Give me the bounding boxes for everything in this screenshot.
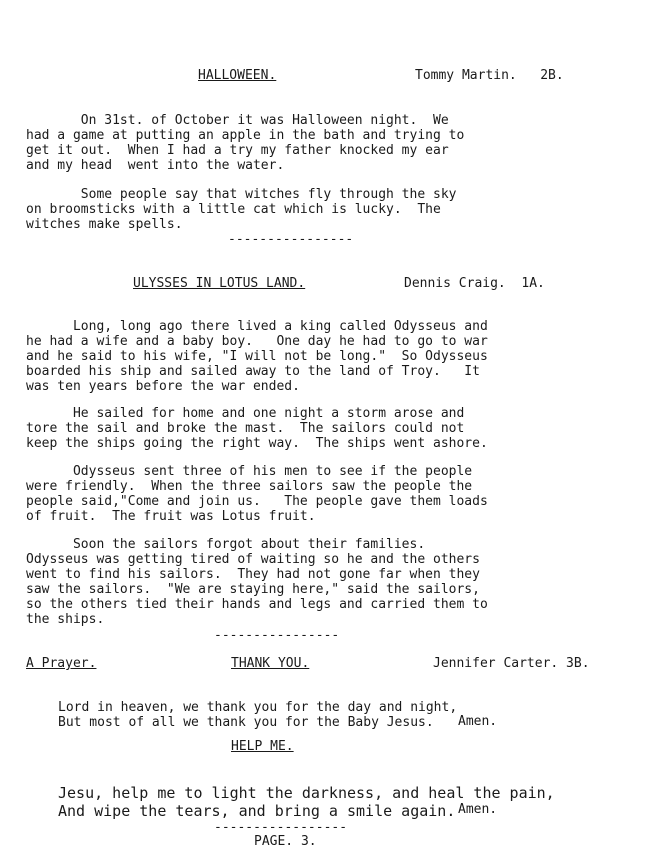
divider: ---------------- (214, 628, 340, 643)
ulysses-paragraph-4 (26, 522, 488, 642)
help-me-amen: Amen. (458, 802, 498, 817)
help-me-title: HELP ME. (231, 739, 294, 754)
prayer-amen: Amen. (458, 714, 498, 729)
divider: ---------------- (228, 232, 354, 247)
text-line: were friendly. When the three sailors saw the people the (26, 479, 473, 494)
halloween-author: Tommy Martin. 2B. (415, 68, 564, 83)
text-line: and he said to his wife, "I will not be long." So Odysseus (26, 349, 488, 364)
text-line: keep the ships going the right way. The ships went ashore. (26, 436, 488, 451)
text-line: of fruit. The fruit was Lotus fruit. (26, 509, 316, 524)
text-line: boarded his ship and sailed away to the land of Troy. It (26, 364, 480, 379)
page-number: PAGE. 3. (254, 834, 317, 849)
text-line: Odysseus was getting tired of waiting so he and the others (26, 552, 480, 567)
text-line: But most of all we thank you for the Baby Jesus. (58, 715, 434, 730)
text-line: on broomsticks with a little cat which is lucky. The (26, 202, 441, 217)
text-line: tore the sail and broke the mast. The sailors could not (26, 421, 465, 436)
text-line: saw the sailors. "We are staying here," said the sailors, (26, 582, 480, 597)
text-line: Long, long ago there lived a king called Odysseus and (26, 319, 488, 334)
text-line: Odysseus sent three of his men to see if the people (26, 464, 473, 479)
text-line: On 31st. of October it was Halloween night. We (26, 113, 449, 128)
text-line: and my head went into the water. (26, 158, 285, 173)
text-line: He sailed for home and one night a storm arose and (26, 406, 465, 421)
prayer-text (58, 685, 457, 745)
ulysses-title: ULYSSES IN LOTUS LAND. (133, 276, 306, 291)
text-line: so the others tied their hands and legs and carried them to (26, 597, 488, 612)
text-line: went to find his sailors. They had not gone far when they (26, 567, 480, 582)
text-line: Jesu, help me to light the darkness, and heal the pain, (58, 784, 555, 802)
prayer-author: Jennifer Carter. 3B. (433, 656, 590, 671)
text-line: witches make spells. (26, 217, 183, 232)
text-line: people said,"Come and join us. The people gave them loads (26, 494, 488, 509)
text-line: get it out. When I had a try my father knocked my ear (26, 143, 449, 158)
text-line: the ships. (26, 612, 105, 627)
text-line: Soon the sailors forgot about their families. (26, 537, 426, 552)
halloween-title: HALLOWEEN. (198, 68, 277, 83)
text-line: And wipe the tears, and bring a smile again. (58, 802, 456, 820)
ulysses-author: Dennis Craig. 1A. (404, 276, 545, 291)
prayer-label: A Prayer. (26, 656, 97, 671)
text-line: he had a wife and a baby boy. One day he had to go to war (26, 334, 488, 349)
text-line: was ten years before the war ended. (26, 379, 300, 394)
divider: ----------------- (214, 820, 348, 835)
text-line: Lord in heaven, we thank you for the day and night, (58, 700, 458, 715)
text-line: had a game at putting an apple in the bath and trying to (26, 128, 465, 143)
prayer-title: THANK YOU. (231, 656, 310, 671)
text-line: Some people say that witches fly through the sky (26, 187, 457, 202)
